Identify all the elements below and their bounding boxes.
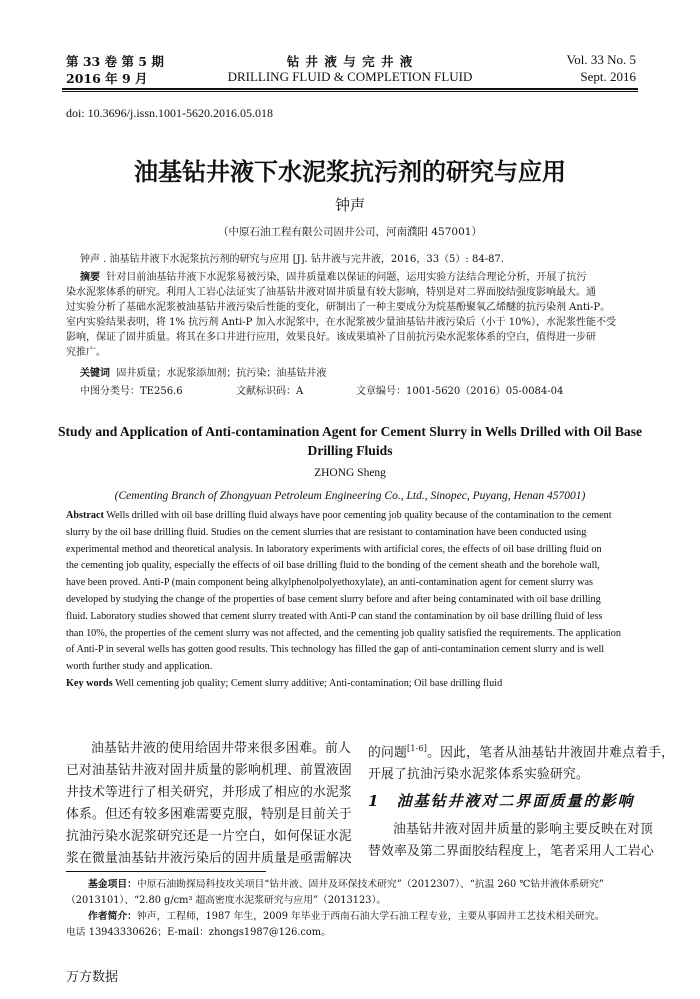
body-line: 浆在微量油基钻井液污染后的固井质量是亟需解决 bbox=[66, 851, 352, 866]
fund-text: 中原石油勘探局科技攻关项目“钻井液、固井及环保技术研究”（2012307）、“抗温 260 ℃钻井液体系研究” bbox=[136, 879, 604, 890]
abstract-en-line: experimental method and theoretical analysis. In laboratory experiments with artificial cores, the effects of oil base drilling fluid on bbox=[66, 543, 602, 555]
body-line: 体系。但还有较多困难需要克服，特别是目前关于 bbox=[66, 807, 352, 822]
author-zh: 钟声 bbox=[334, 196, 365, 214]
clc-number: 中图分类号：TE256.6 bbox=[80, 386, 183, 397]
body-line: 油基钻井液对固井质量的影响主要反映在对顶 bbox=[393, 822, 653, 837]
abstract-zh-line: 过实验分析了基础水泥浆被油基钻井液污染后性能的变化，研制出了一种主要成分为烷基酚聚氧乙烯醚的抗污染剂 Anti-P。 bbox=[66, 302, 611, 313]
fund-label: 基金项目： bbox=[88, 879, 137, 890]
abstract-en-line: fluid. Laboratory studies showed that cement slurry treated with Anti-P can stand the contamination by oil base drilling fluid of less bbox=[66, 610, 603, 622]
body-line: 油基钻井液的使用给固井带来很多困难。前人 bbox=[91, 741, 351, 756]
doi: doi: 10.3696/j.issn.1001-5620.2016.05.018 bbox=[66, 106, 274, 120]
abstract-en-line: developed by studying the change of the properties of base cement slurry before and after being contaminated with oil base drilling bbox=[66, 593, 601, 605]
header-rule-top bbox=[62, 88, 638, 90]
author-bio-text: 钟声，工程师，1987 年生，2009 年毕业于西南石油大学石油工程专业，主要从事固井工艺技术相关研究。 bbox=[136, 911, 605, 922]
abstract-en-line: the cementing job quality, especially the effects of oil base drilling fluid to the bonding of the cement sheath and the borehole wall, bbox=[66, 560, 600, 572]
document-code: 文献标识码：A bbox=[236, 386, 304, 397]
abstract-en-line: have been proved. Anti-P (main component being alkylphenolpolyethoxylate), an anti-contamination agent for cement slurry was bbox=[66, 577, 593, 589]
fund-text: （2013101）、“2.80 g/cm³ 超高密度水泥浆研究与应用”（2013123）。 bbox=[66, 895, 387, 906]
keywords-zh-text: 固井质量；水泥浆添加剂；抗污染；油基钻井液 bbox=[116, 368, 327, 379]
keywords-zh bbox=[80, 366, 326, 381]
body-line: 替效率及第二界面胶结程度上，笔者采用人工岩心 bbox=[368, 844, 654, 859]
section-number: 1 bbox=[368, 792, 379, 810]
abstract-zh-line: 影响，保证了固井质量。将其在多口井进行应用，效果良好。该成果填补了目前抗污染水泥浆体系的空白，值得进一步研 bbox=[66, 332, 596, 343]
body-line: 的问题[1-6]。因此，笔者从油基钻井液固井难点着手， bbox=[368, 744, 675, 761]
header-rule-bottom bbox=[62, 91, 638, 92]
abstract-zh-line: 室内实验结果表明，将 1% 抗污剂 Anti-P 加入水泥浆中，在水泥浆被少量油基钻井液污染后（小于 10%），水泥浆性能不受 bbox=[66, 317, 616, 328]
affiliation-en: (Cementing Branch of Zhongyuan Petroleum Engineering Co., Ltd., Sinopec, Puyang, Henan 457001) bbox=[114, 490, 586, 502]
footnote bbox=[66, 877, 642, 941]
abstract-en-line: of Anti-P in several wells has gotten good results. This technology has filled the gap of anti-contamination cement slurry and is well bbox=[66, 644, 605, 656]
date-zh: 2016 年 9 月 bbox=[66, 71, 148, 86]
date-en: Sept. 2016 bbox=[580, 69, 636, 84]
watermark: 万方数据 bbox=[66, 970, 119, 985]
journal-en: DRILLING FLUID & COMPLETION FLUID bbox=[227, 69, 473, 84]
body-right-continued bbox=[368, 819, 654, 863]
citation-zh: 钟声 . 油基钻井液下水泥浆抗污剂的研究与应用 [J]. 钻井液与完井液，2016，33（5）: 84-87. bbox=[80, 254, 504, 265]
abstract-en-line: worth further study and application. bbox=[66, 661, 213, 673]
author-contact: 电话 13943330626；E-mail：zhongs1987@126.com。 bbox=[66, 927, 331, 938]
footnote-rule bbox=[66, 871, 266, 872]
abstract-en-label: Abstract bbox=[66, 510, 104, 521]
title-en-line2: Drilling Fluids bbox=[307, 443, 393, 458]
body-line: 开展了抗油污染水泥浆体系实验研究。 bbox=[368, 767, 589, 783]
body-line: 井技术等进行了相关研究，并形成了相应的水泥浆 bbox=[66, 785, 352, 800]
body-line: 抗油污染水泥浆研究还是一片空白，如何保证水泥 bbox=[66, 829, 352, 844]
volume-zh: 第 33 卷 第 5 期 bbox=[66, 54, 164, 69]
affiliation-zh: （中原石油工程有限公司固井公司，河南濮阳 457001） bbox=[218, 226, 482, 238]
author-bio-label: 作者简介： bbox=[88, 911, 137, 922]
volume-en: Vol. 33 No. 5 bbox=[566, 52, 636, 67]
keywords-en-text: Well cementing job quality; Cement slurry additive; Anti-contamination; Oil base drilling fluid bbox=[115, 677, 503, 689]
section-title: 油基钻井液对二界面质量的影响 bbox=[396, 792, 635, 810]
author-en: ZHONG Sheng bbox=[314, 467, 386, 479]
article-number: 文章编号：1001-5620（2016）05-0084-04 bbox=[356, 386, 564, 397]
keywords-zh-label: 关键词 bbox=[80, 368, 110, 379]
abstract-zh-line: 针对目前油基钻井液下水泥浆易被污染，固井质量难以保证的问题，运用实验方法结合理论分析，开展了抗污 bbox=[106, 272, 587, 283]
title-en-line1: Study and Application of Anti-contamination Agent for Cement Slurry in Wells Drilled with Oil Base bbox=[57, 424, 643, 439]
title-zh: 油基钻井液下水泥浆抗污剂的研究与应用 bbox=[134, 158, 566, 186]
body-line: 已对油基钻井液对固井质量的影响机理、前置液固 bbox=[66, 763, 352, 778]
abstract-zh-line: 染水泥浆体系的研究。利用人工岩心法证实了油基钻井液对固井质量有较大影响，特别是对二界面胶结强度影响最大。通 bbox=[66, 287, 596, 298]
abstract-en-line: Wells drilled with oil base drilling fluid always have poor cementing job quality because of the contamination to the cement bbox=[106, 510, 612, 521]
citation-ref: [1-6] bbox=[407, 744, 428, 753]
section-1-heading bbox=[368, 790, 634, 811]
abstract-zh-label: 摘要 bbox=[80, 272, 100, 283]
abstract-en bbox=[66, 508, 646, 693]
abstract-en-line: slurry by the oil base drilling fluid. Studies on the cement slurries that are resistant to contamination have been conducted using bbox=[66, 526, 587, 538]
abstract-zh bbox=[66, 270, 642, 360]
abstract-zh-line: 究推广。 bbox=[66, 347, 106, 358]
abstract-en-line: than 10%, the properties of the cement slurry was not affected, and the cementing job quality satisfied the requirements. The application bbox=[66, 627, 621, 639]
keywords-en-label: Key words bbox=[66, 677, 113, 689]
body-right-column bbox=[368, 738, 675, 786]
journal-zh: 钻 井 液 与 完 井 液 bbox=[286, 54, 414, 69]
body-left-column bbox=[66, 738, 352, 870]
